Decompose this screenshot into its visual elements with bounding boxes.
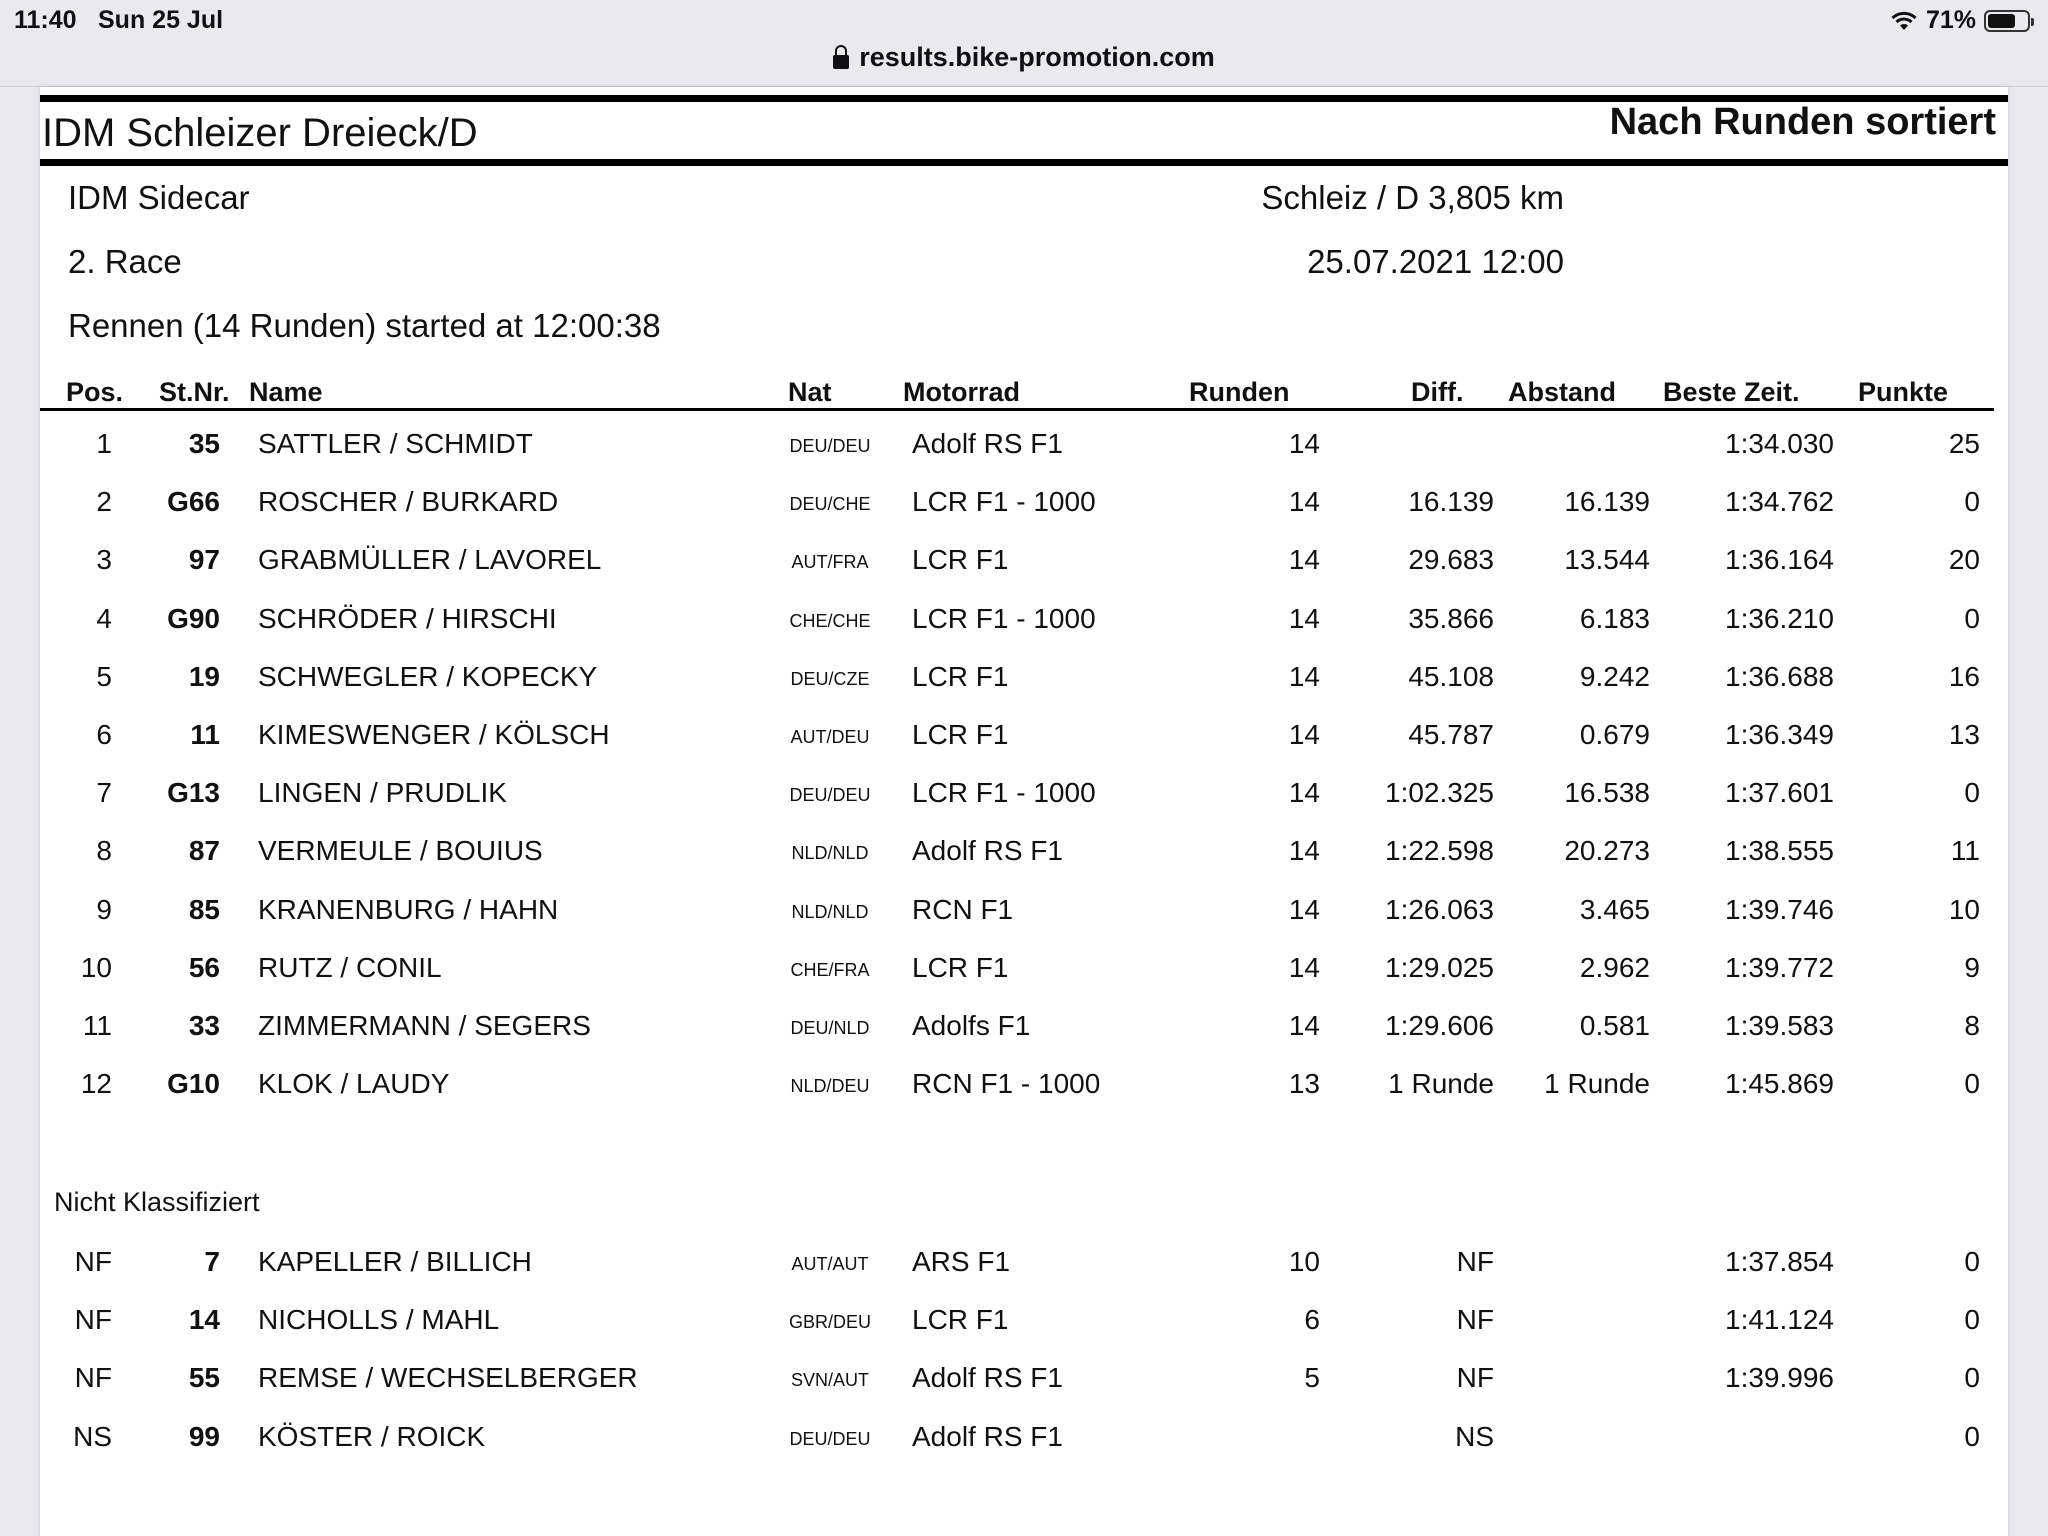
- cell-nat: AUT/FRA: [791, 552, 869, 573]
- cell-runden: 14: [1288, 428, 1320, 459]
- cell-nat: DEU/DEU: [789, 1428, 871, 1449]
- cell-moto: Adolf RS F1: [912, 835, 1063, 867]
- cell-punkte: 0: [1964, 1246, 1980, 1277]
- cell-runden: 14: [1288, 1010, 1320, 1041]
- cell-moto: LCR F1: [912, 951, 1009, 983]
- url-text[interactable]: results.bike-promotion.com: [859, 42, 1215, 72]
- cell-abstand: 0.581: [1579, 1010, 1650, 1041]
- cell-pos: 4: [96, 602, 112, 634]
- cell-abstand: 3.465: [1579, 893, 1650, 925]
- status-right: [1890, 6, 2030, 35]
- header-runden: Runden: [1189, 377, 1290, 407]
- cell-abstand: 16.139: [1564, 486, 1650, 518]
- cell-abstand: 6.183: [1579, 602, 1650, 634]
- cell-nr: 7: [204, 1246, 220, 1277]
- cell-nat: DEU/CZE: [790, 668, 870, 689]
- cell-name: LINGEN / PRUDLIK: [258, 777, 507, 809]
- cell-pos: 8: [96, 835, 112, 867]
- cell-beste: 1:36.349: [1725, 719, 1834, 750]
- cell-punkte: 0: [1964, 1362, 1980, 1394]
- cell-diff: 1:29.025: [1385, 951, 1494, 983]
- cell-punkte: 25: [1948, 428, 1980, 459]
- table-row: [40, 486, 2008, 530]
- cell-runden: 14: [1288, 660, 1320, 692]
- cell-nat: NLD/NLD: [791, 843, 869, 864]
- cell-diff: 45.108: [1408, 660, 1494, 692]
- cell-nat: DEU/DEU: [789, 785, 871, 806]
- cell-moto: ARS F1: [912, 1246, 1011, 1277]
- cell-pos: 11: [82, 1010, 112, 1041]
- cell-name: VERMEULE / BOUIUS: [258, 835, 543, 867]
- cell-runden: 13: [1288, 1068, 1320, 1100]
- table-row: [40, 1010, 2008, 1054]
- cell-nr: 11: [190, 719, 220, 750]
- table-row: [40, 428, 2008, 472]
- cell-runden: 14: [1288, 951, 1320, 983]
- cell-pos: 3: [96, 544, 112, 576]
- cell-punkte: 0: [1964, 1068, 1980, 1100]
- not-classified-label: Nicht Klassifiziert: [54, 1187, 260, 1217]
- cell-diff: NF: [1456, 1246, 1494, 1277]
- table-row: [40, 719, 2008, 763]
- cell-moto: LCR F1 - 1000: [912, 777, 1096, 809]
- results-page: [40, 87, 2008, 1536]
- status-date: Sun 25 Jul: [98, 6, 224, 34]
- circuit-info: Schleiz / D 3,805 km: [1261, 179, 1564, 216]
- cell-diff: 1:29.606: [1385, 1010, 1494, 1041]
- cell-punkte: 0: [1964, 602, 1980, 634]
- start-info: Rennen (14 Runden) started at 12:00:38: [68, 307, 661, 344]
- cell-pos: NF: [74, 1304, 112, 1336]
- class-name: IDM Sidecar: [68, 179, 250, 216]
- cell-diff: 1:22.598: [1385, 835, 1494, 867]
- cell-beste: 1:41.124: [1725, 1304, 1834, 1336]
- cell-punkte: 0: [1964, 777, 1980, 809]
- cell-diff: 45.787: [1408, 719, 1494, 750]
- battery-fill: [1988, 14, 2015, 28]
- cell-abstand: 9.242: [1579, 660, 1650, 692]
- cell-moto: LCR F1 - 1000: [912, 602, 1096, 634]
- session-datetime: 25.07.2021 12:00: [1307, 243, 1564, 280]
- cell-punkte: 0: [1964, 486, 1980, 518]
- cell-nat: AUT/DEU: [790, 727, 870, 747]
- battery-icon: [1984, 10, 2030, 32]
- cell-pos: 7: [96, 777, 112, 809]
- table-row: [40, 894, 2008, 938]
- cell-beste: 1:36.688: [1725, 660, 1834, 692]
- battery-percent: 71%: [1925, 6, 1976, 34]
- header-motorrad: Motorrad: [903, 377, 1020, 407]
- cell-pos: 5: [96, 660, 112, 692]
- header-nr: St.Nr.: [159, 377, 230, 407]
- cell-name: ZIMMERMANN / SEGERS: [258, 1010, 591, 1041]
- cell-runden: 14: [1288, 486, 1320, 518]
- table-row: [40, 603, 2008, 647]
- lock-icon: [833, 55, 849, 69]
- cell-pos: NF: [74, 1246, 112, 1277]
- event-title: IDM Schleizer Dreieck/D: [42, 111, 478, 155]
- cell-beste: 1:37.601: [1725, 777, 1834, 809]
- wifi-icon: [1890, 10, 1918, 32]
- cell-runden: 14: [1288, 719, 1320, 750]
- cell-pos: 9: [96, 893, 112, 925]
- cell-punkte: 10: [1948, 893, 1980, 925]
- cell-runden: 14: [1288, 602, 1320, 634]
- cell-punkte: 9: [1964, 951, 1980, 983]
- cell-runden: 5: [1304, 1362, 1320, 1394]
- cell-punkte: 16: [1948, 660, 1980, 692]
- cell-moto: RCN F1 - 1000: [912, 1068, 1101, 1100]
- table-row: [40, 661, 2008, 705]
- status-time: 11:40: [14, 6, 77, 34]
- cell-runden: 14: [1288, 544, 1320, 576]
- cell-abstand: 13.544: [1564, 544, 1650, 576]
- cell-name: NICHOLLS / MAHL: [258, 1304, 500, 1336]
- cell-punkte: 0: [1964, 1420, 1980, 1452]
- cell-nat: DEU/CHE: [789, 494, 871, 515]
- header-nat: Nat: [788, 377, 832, 407]
- cell-runden: 14: [1288, 835, 1320, 867]
- cell-pos: NS: [73, 1420, 112, 1452]
- cell-moto: LCR F1: [912, 660, 1009, 692]
- cell-abstand: 20.273: [1564, 835, 1650, 867]
- cell-runden: 10: [1288, 1246, 1320, 1277]
- cell-nat: SVN/AUT: [790, 1370, 869, 1391]
- cell-punkte: 20: [1948, 544, 1980, 576]
- cell-beste: 1:36.210: [1725, 602, 1834, 634]
- cell-nat: CHE/FRA: [790, 959, 870, 980]
- table-row: [40, 777, 2008, 821]
- sort-label: Nach Runden sortiert: [1609, 101, 1996, 143]
- cell-moto: LCR F1 - 1000: [912, 486, 1096, 518]
- cell-name: SCHWEGLER / KOPECKY: [258, 660, 598, 692]
- cell-nr: G90: [167, 602, 220, 634]
- cell-beste: 1:39.996: [1725, 1362, 1834, 1394]
- header-abstand: Abstand: [1508, 377, 1616, 407]
- cell-diff: 35.866: [1408, 602, 1494, 634]
- cell-nr: 35: [188, 428, 220, 459]
- cell-moto: Adolfs F1: [912, 1010, 1031, 1041]
- header-name: Name: [249, 377, 323, 407]
- cell-nat: AUT/AUT: [791, 1254, 869, 1274]
- cell-beste: 1:34.030: [1725, 428, 1834, 459]
- cell-name: REMSE / WECHSELBERGER: [258, 1362, 638, 1394]
- cell-abstand: 0.679: [1579, 719, 1650, 750]
- header-pos: Pos.: [66, 377, 124, 407]
- cell-diff: NF: [1456, 1362, 1494, 1394]
- header-rule: [40, 159, 2008, 166]
- cell-runden: 14: [1288, 777, 1320, 809]
- cell-beste: 1:39.583: [1725, 1010, 1834, 1041]
- cell-nat: DEU/DEU: [789, 436, 871, 456]
- cell-moto: LCR F1: [912, 544, 1009, 576]
- cell-abstand: 16.538: [1564, 777, 1650, 809]
- table-row: [40, 835, 2008, 879]
- cell-diff: 16.139: [1408, 486, 1494, 518]
- address-bar[interactable]: [0, 40, 2048, 87]
- table-row: [40, 1068, 2008, 1112]
- cell-moto: LCR F1: [912, 719, 1009, 750]
- cell-name: KIMESWENGER / KÖLSCH: [258, 719, 610, 750]
- cell-beste: 1:36.164: [1725, 544, 1834, 576]
- cell-pos: 1: [96, 428, 112, 459]
- cell-name: GRABMÜLLER / LAVOREL: [258, 544, 602, 576]
- cell-nat: DEU/NLD: [790, 1018, 870, 1038]
- cell-nr: G13: [167, 777, 220, 809]
- cell-diff: 1:26.063: [1385, 893, 1494, 925]
- cell-diff: NS: [1455, 1420, 1494, 1452]
- session-name: 2. Race: [68, 243, 182, 280]
- cell-runden: 14: [1288, 893, 1320, 925]
- cell-pos: 10: [80, 951, 112, 983]
- cell-name: KLOK / LAUDY: [258, 1068, 450, 1100]
- cell-nr: 87: [188, 835, 220, 867]
- cell-punkte: 13: [1948, 719, 1980, 750]
- cell-diff: 29.683: [1408, 544, 1494, 576]
- header-punkte: Punkte: [1858, 377, 1949, 407]
- cell-pos: 6: [96, 719, 112, 750]
- header-beste-zeit: Beste Zeit.: [1663, 377, 1800, 407]
- cell-runden: 6: [1304, 1304, 1320, 1336]
- cell-abstand: 1 Runde: [1544, 1068, 1650, 1100]
- cell-nat: NLD/DEU: [790, 1076, 870, 1097]
- cell-nat: GBR/DEU: [788, 1312, 871, 1333]
- cell-name: RUTZ / CONIL: [258, 951, 442, 983]
- cell-nr: 55: [188, 1362, 220, 1394]
- cell-nr: 56: [188, 951, 220, 983]
- status-bar: [0, 0, 2048, 40]
- table-header-rule: [40, 408, 1994, 411]
- cell-nr: 85: [188, 893, 220, 925]
- cell-nr: 14: [188, 1304, 220, 1336]
- cell-pos: 2: [96, 486, 112, 518]
- cell-beste: 1:39.772: [1725, 951, 1834, 983]
- cell-abstand: 2.962: [1579, 951, 1650, 983]
- table-row: [40, 544, 2008, 588]
- cell-name: SATTLER / SCHMIDT: [258, 428, 533, 459]
- cell-beste: 1:37.854: [1725, 1246, 1834, 1277]
- cell-nr: 97: [188, 544, 220, 576]
- cell-name: SCHRÖDER / HIRSCHI: [258, 602, 557, 634]
- cell-pos: NF: [74, 1362, 112, 1394]
- cell-name: KAPELLER / BILLICH: [258, 1246, 532, 1277]
- cell-nr: G10: [167, 1068, 220, 1100]
- cell-beste: 1:39.746: [1725, 893, 1834, 925]
- cell-nr: 99: [188, 1420, 220, 1452]
- cell-diff: 1:02.325: [1385, 777, 1494, 809]
- cell-punkte: 0: [1964, 1304, 1980, 1336]
- cell-diff: 1 Runde: [1388, 1068, 1494, 1100]
- cell-moto: Adolf RS F1: [912, 428, 1063, 459]
- cell-nr: G66: [167, 486, 220, 518]
- cell-nr: 33: [188, 1010, 220, 1041]
- not-classified-row: [40, 1304, 2008, 1348]
- table-row: [40, 952, 2008, 996]
- cell-moto: RCN F1: [912, 893, 1014, 925]
- cell-moto: Adolf RS F1: [912, 1420, 1063, 1452]
- cell-beste: 1:34.762: [1725, 486, 1834, 518]
- cell-name: KÖSTER / ROICK: [258, 1420, 486, 1452]
- cell-punkte: 11: [1950, 835, 1980, 867]
- cell-beste: 1:38.555: [1725, 835, 1834, 867]
- cell-nat: CHE/CHE: [789, 610, 871, 631]
- cell-beste: 1:45.869: [1725, 1068, 1834, 1100]
- not-classified-row: [40, 1421, 2008, 1465]
- cell-name: ROSCHER / BURKARD: [258, 486, 559, 518]
- not-classified-row: [40, 1246, 2008, 1290]
- header-diff: Diff.: [1411, 377, 1464, 407]
- cell-nr: 19: [188, 660, 220, 692]
- cell-moto: LCR F1: [912, 1304, 1009, 1336]
- cell-punkte: 8: [1964, 1010, 1980, 1041]
- cell-nat: NLD/NLD: [791, 901, 869, 922]
- cell-moto: Adolf RS F1: [912, 1362, 1063, 1394]
- cell-name: KRANENBURG / HAHN: [258, 893, 559, 925]
- cell-diff: NF: [1456, 1304, 1494, 1336]
- not-classified-row: [40, 1362, 2008, 1406]
- cell-pos: 12: [80, 1068, 112, 1100]
